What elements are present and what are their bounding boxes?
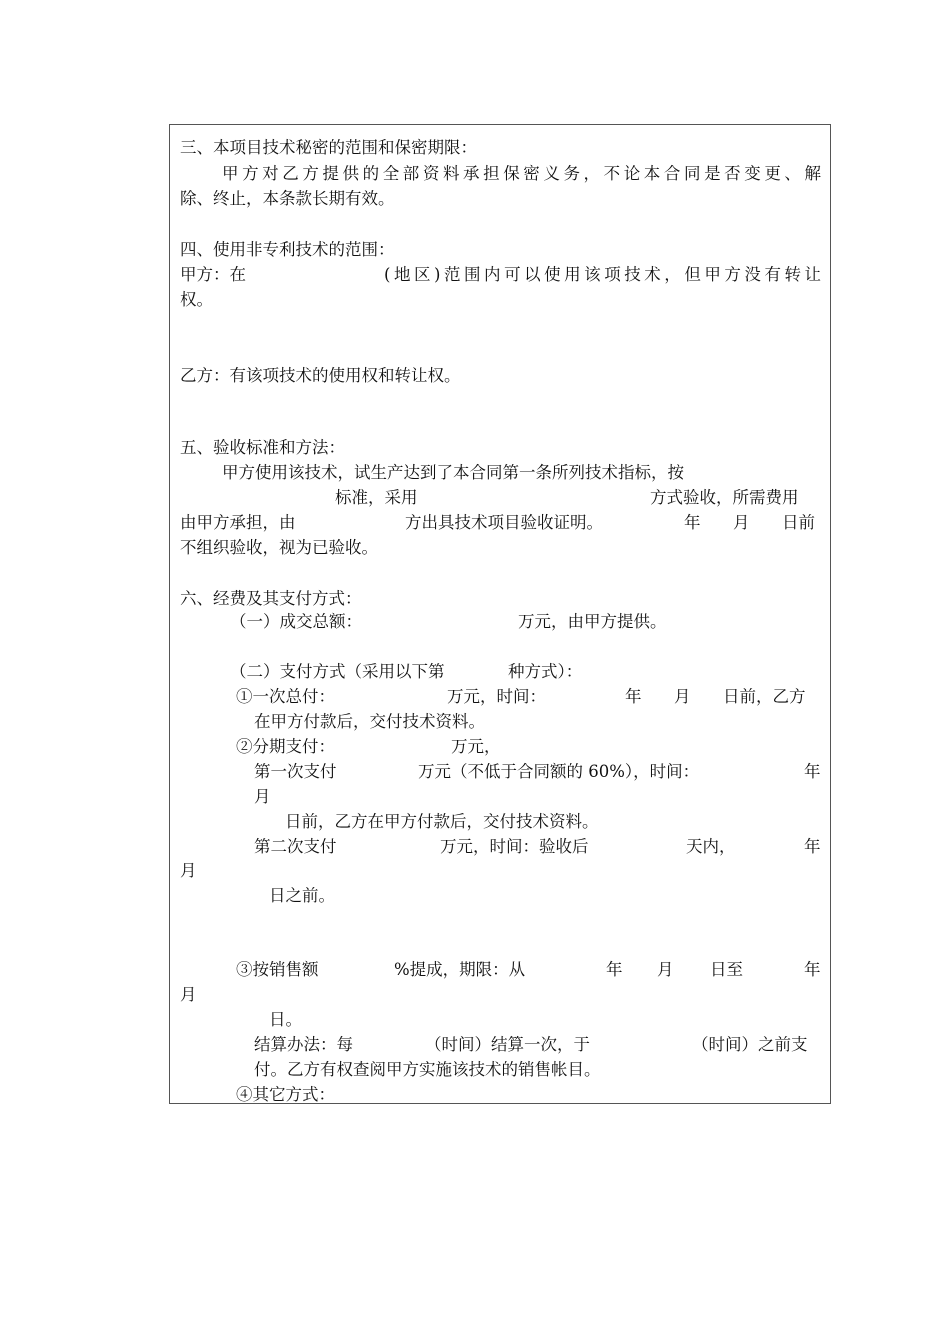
lump-sum-amount-time: 万元，时间： <box>447 687 546 706</box>
sales-to-label: 日至 <box>710 960 743 979</box>
acceptance-day: 日前 <box>782 513 815 532</box>
sales-to-month: 月 <box>180 985 197 1004</box>
payment-method-label: （二）支付方式（采用以下第 <box>230 662 445 681</box>
acceptance-cost-label: 由甲方承担，由 <box>180 513 296 532</box>
acceptance-line1: 甲方使用该技术，试生产达到了本合同第一条所列技术指标，按 <box>222 463 684 482</box>
lump-sum-month: 月 <box>674 687 691 706</box>
sales-to-year: 年 <box>804 960 821 979</box>
section-6-heading: 六、经费及其支付方式： <box>180 589 362 608</box>
second-payment-month: 月 <box>180 861 197 880</box>
settlement-deadline: （时间）之前支 <box>692 1035 808 1054</box>
first-payment-label: 第一次支付 <box>254 762 337 781</box>
other-method-label: ④其它方式： <box>236 1085 335 1104</box>
settlement-cont: 付。乙方有权查阅甲方实施该技术的销售帐目。 <box>254 1060 601 1079</box>
sales-from-month: 月 <box>657 960 674 979</box>
second-payment-day: 日之前。 <box>269 886 335 905</box>
first-payment-year: 年 <box>804 762 821 781</box>
total-amount-label: （一）成交总额： <box>230 612 362 631</box>
sales-royalty-period: %提成，期限：从 <box>394 960 526 979</box>
lump-sum-year: 年 <box>625 687 642 706</box>
party-a-scope: (地区)范围内可以使用该项技术，但甲方没有转让 <box>384 265 821 284</box>
first-payment-month: 月 <box>254 787 271 806</box>
second-payment-amount: 万元，时间：验收后 <box>440 837 589 856</box>
acceptance-month: 月 <box>733 513 750 532</box>
installment-amount: 万元， <box>451 737 501 756</box>
second-payment-year: 年 <box>804 837 821 856</box>
sales-to-day: 日。 <box>269 1010 302 1029</box>
second-payment-days: 天内， <box>686 837 736 856</box>
first-payment-amount: 万元（不低于合同额的 60%），时间： <box>418 762 700 781</box>
acceptance-method-label: 方式验收，所需费用 <box>650 488 799 507</box>
party-b-rights: 乙方：有该项技术的使用权和转让权。 <box>180 366 461 385</box>
sales-royalty-label: ③按销售额 <box>236 960 319 979</box>
lump-sum-cont: 在甲方付款后，交付技术资料。 <box>254 712 485 731</box>
lump-sum-day: 日前，乙方 <box>723 687 806 706</box>
party-a-prefix: 甲方：在 <box>180 265 246 284</box>
section-3-body-line2: 除、终止，本条款长期有效。 <box>180 189 395 208</box>
party-a-scope-cont: 权。 <box>180 290 213 309</box>
total-amount-unit: 万元，由甲方提供。 <box>518 612 667 631</box>
acceptance-certificate-text: 方出具技术项目验收证明。 <box>405 513 603 532</box>
second-payment-label: 第二次支付 <box>254 837 337 856</box>
sales-from-year: 年 <box>606 960 623 979</box>
section-5-heading: 五、验收标准和方法： <box>180 438 345 457</box>
section-4-heading: 四、使用非专利技术的范围： <box>180 240 395 259</box>
section-3-body-line1: 甲方对乙方提供的全部资料承担保密义务，不论本合同是否变更、解 <box>222 164 821 183</box>
section-3-heading: 三、本项目技术秘密的范围和保密期限： <box>180 138 477 157</box>
first-payment-day: 日前，乙方在甲方付款后，交付技术资料。 <box>285 812 599 831</box>
lump-sum-label: ①一次总付： <box>236 687 335 706</box>
installment-label: ②分期支付： <box>236 737 335 756</box>
acceptance-standard-label: 标准，采用 <box>335 488 418 507</box>
acceptance-line4: 不组织验收，视为已验收。 <box>180 538 378 557</box>
acceptance-year: 年 <box>684 513 701 532</box>
payment-method-suffix: 种方式）： <box>508 662 583 681</box>
settlement-label: 结算办法：每 <box>254 1035 353 1054</box>
settlement-interval: （时间）结算一次，于 <box>425 1035 590 1054</box>
